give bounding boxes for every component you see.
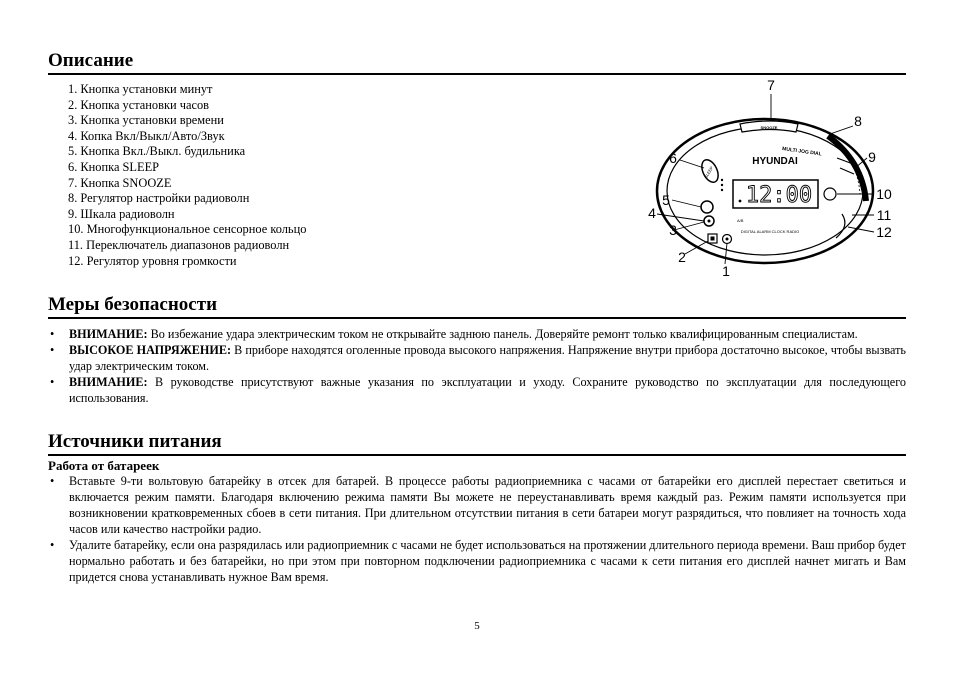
- subsection-title-battery: Работа от батареек: [48, 458, 160, 473]
- list-item: 12. Регулятор уровня громкости: [68, 253, 237, 268]
- callout-7: 7: [767, 77, 775, 93]
- callout-1: 1: [722, 263, 730, 279]
- list-item: • ВНИМАНИЕ: В руководстве присутствуют важные указания по эксплуатации и уходу. Сохраните руководство по эксплуатации для последующего использования.: [48, 374, 906, 406]
- section-title-safety: Меры безопасности: [48, 294, 906, 319]
- ring-text: MULTI JOG DIAL: [781, 146, 823, 158]
- list-item: 7. Кнопка SNOOZE: [68, 175, 172, 190]
- callout-9: 9: [868, 149, 876, 165]
- alarm-button: [701, 201, 713, 213]
- section-title-power: Источники питания: [48, 431, 906, 456]
- list-item: 10. Многофункциональное сенсорное кольцо: [68, 222, 307, 237]
- band-scale: [836, 158, 854, 238]
- callout-12: 12: [876, 224, 892, 240]
- list-item: 9. Шкала радиоволн: [68, 206, 175, 221]
- power-list: [48, 473, 906, 585]
- list-item: • ВЫСОКОЕ НАПРЯЖЕНИЕ: В приборе находятся оголенные провода высокого напряжения. Напряжение внутри прибора достаточно высокое, чтобы вызвать удар электрическим током.: [48, 342, 906, 374]
- ab-text: A/B: [737, 218, 744, 223]
- callout-6: 6: [669, 150, 677, 166]
- clock-radio-diagram: [640, 76, 900, 286]
- sleep-text: SLEEP: [703, 165, 715, 180]
- page-number: 5: [474, 620, 480, 632]
- parts-list: [68, 82, 306, 269]
- callout-4: 4: [648, 205, 656, 221]
- callout-3: 3: [669, 222, 677, 238]
- list-item: 1. Кнопка установки минут: [68, 82, 213, 96]
- list-item: • Вставьте 9-ти вольтовую батарейку в отсек для батарей. В процессе работы радиоприемника с часами от батарейки его дисплей перестает светиться и включается режим памяти. Благодаря включению режима памяти Вы можете не переустанавливать время каждый раз. Режим памяти используется при возникновении кратковременных сбоев в сети питания. При длительном отсутствии питания в сети батареи могут разрядиться, что повлияет на точность хода часов или качество настройки радио.: [48, 473, 906, 537]
- list-item: • Удалите батарейку, если она разрядилась или радиоприемник с часами не будет использоваться на протяжении длительного периода времени. Ваш прибор будет нормально работать и без батарейки, но при этом при повторном подключении радиоприемника с часами к сети питания его дисплей начнет мигать и Вам придется снова устанавливать нужное Вам время.: [48, 537, 906, 585]
- list-item: 6. Кнопка SLEEP: [68, 159, 160, 174]
- tuning-knob: [824, 188, 836, 200]
- display-time: 12:00: [745, 183, 813, 208]
- list-item: 8. Регулятор настройки радиоволн: [68, 191, 250, 206]
- callout-11: 11: [876, 207, 892, 223]
- list-item: 3. Кнопка установки времени: [68, 113, 224, 128]
- safety-list: [48, 326, 906, 406]
- callout-8: 8: [854, 113, 862, 129]
- brand-logo: HYUNDAI: [752, 156, 798, 167]
- list-item: • ВНИМАНИЕ: Во избежание удара электрическим током не открывайте заднюю панель. Доверяйте ремонт только квалифицированным специалистам.: [48, 326, 906, 342]
- section-title-description: Описание: [48, 50, 906, 75]
- snooze-text: SNOOZE: [760, 125, 778, 130]
- callout-10: 10: [876, 186, 892, 202]
- list-item: 4. Копка Вкл/Выкл/Авто/Звук: [68, 128, 225, 143]
- list-item: 5. Кнопка Вкл./Выкл. будильника: [68, 144, 246, 159]
- callout-2: 2: [678, 249, 686, 265]
- list-item: 11. Переключатель диапазонов радиоволн: [68, 237, 290, 252]
- list-item: 2. Кнопка установки часов: [68, 97, 210, 112]
- callout-5: 5: [662, 192, 670, 208]
- bottom-text: DIGITAL ALARM CLOCK RADIO: [740, 229, 800, 234]
